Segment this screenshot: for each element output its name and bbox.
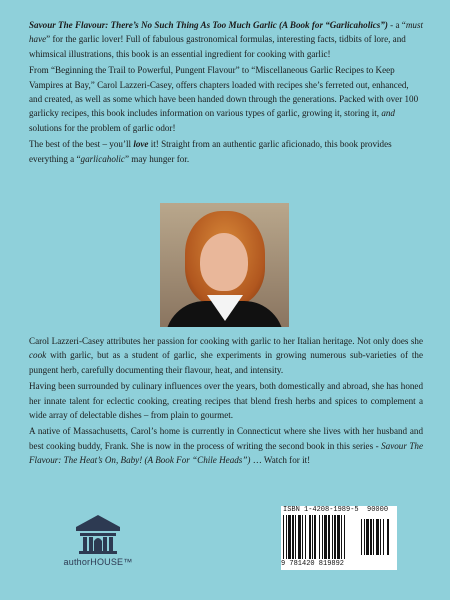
barcode-bar [364,519,365,555]
author-bio [29,334,423,470]
barcode-bar [373,519,374,555]
barcode-bar [283,515,284,559]
back-cover-blurb [29,18,423,168]
barcode-bar [305,515,306,559]
bio-paragraph [29,334,423,377]
price-code: 90000 [367,506,389,514]
isbn-barcode [281,506,397,570]
blurb-text: From “Beginning the Trail to Powerful, Pungent Flavour” to “Miscellaneous Garlic Recipes to Keep Vampires at Bay,” Carol Lazzeri-Casey, offers chapters loaded with recipes she’s ferreted out, enhanced, and created, as well as some which have been handed down through the generations. Packed with over 100 garlicky recipes, this book includes information on various types of garlic, growing it, storing it, [29,65,419,119]
blurb-text: ” for the garlic lover! Full of fabulous gastronomical formulas, interesting facts, tidbits of lore, and whimsical illustrations, this book is an essential ingredient for cooking with garlic! [29,34,406,59]
barcode-number: 9 781420 819892 [281,560,345,568]
barcode-bar [312,515,313,559]
barcode-bar [366,519,369,555]
bio-text: … Watch for it! [250,455,311,466]
blurb-emphasis: garlicaholic [80,153,125,164]
barcode-bar [292,515,294,559]
blurb-text: - a “ [387,20,406,30]
barcode-bar [341,515,342,559]
barcode-bar [376,519,379,555]
barcode-bar [383,519,384,555]
bio-emphasis: cook [29,350,47,361]
barcode-bar [344,515,345,559]
blurb-paragraph [29,63,423,135]
blurb-text: it! Straight from an authentic garlic aficionado, this book provides everything a “ [29,139,392,164]
barcode-bar [380,519,381,555]
bio-paragraph [29,424,423,467]
authorhouse-house-icon [74,513,122,555]
blurb-paragraph [29,137,423,166]
barcode-bar [288,515,291,559]
publisher-logo [58,513,138,573]
barcode-bar [324,515,327,559]
barcode-bar [337,515,340,559]
blurb-emphasis: love [133,139,149,150]
barcode-bar [361,519,362,555]
bio-text: Carol Lazzeri-Casey attributes her passion for cooking with garlic to her Italian heritage. Not only does she [29,336,423,346]
blurb-text: ” may hunger for. [124,153,190,164]
barcode-bar [322,515,323,559]
barcode-bar [332,515,333,559]
blurb-emphasis: must have [29,20,424,45]
blurb-text: The best of the best – you’ll [29,139,134,150]
barcode-bars [283,515,395,559]
photo-face [200,233,248,291]
barcode-bar [309,515,311,559]
bio-paragraph [29,379,423,422]
barcode-bar [295,515,296,559]
isbn-line [283,506,395,514]
barcode-bar [370,519,372,555]
barcode-bar [334,515,336,559]
blurb-emphasis: and [379,108,395,119]
barcode-bar [302,515,303,559]
bio-text: Having been surrounded by culinary influences over the years, both domestically and abroad, she has honed her innate talent for eclectic cooking, creating recipes that blend fresh herbs and spices to complement a wide array of delectable dishes – from plain to gourmet. [29,381,423,421]
author-photo [160,203,289,327]
barcode-bar [314,515,316,559]
isbn-number: ISBN 1-4208-1989-5 [283,506,359,514]
barcode-bar [298,515,301,559]
barcode-bar [328,515,330,559]
barcode-bar [387,519,389,555]
sequel-title: Savour The Flavour: The Heat’s On, Baby! (A Book For “Chile Heads”) [29,440,423,466]
bio-text: A native of Massachusetts, Carol’s home is currently in Connecticut where she lives with her husband and best cooking buddy, Frank. She is now in the process of writing the second book in this series - [29,426,423,451]
book-title: Savour The Flavour: There’s No Such Thing As Too Much Garlic (A Book for “Garlicaholics”) [29,20,388,30]
publisher-name: authorHOUSE™ [63,557,133,567]
barcode-bar [319,515,320,559]
bio-text: with garlic, but as a student of garlic, she experiments in growing numerous sub-varieties of the pungent herb, carefully documenting their flavour, heat, and intensity. [29,350,423,375]
barcode-bar [286,515,287,559]
blurb-paragraph [29,18,423,61]
blurb-text: solutions for the problem of garlic odor! [29,122,176,133]
